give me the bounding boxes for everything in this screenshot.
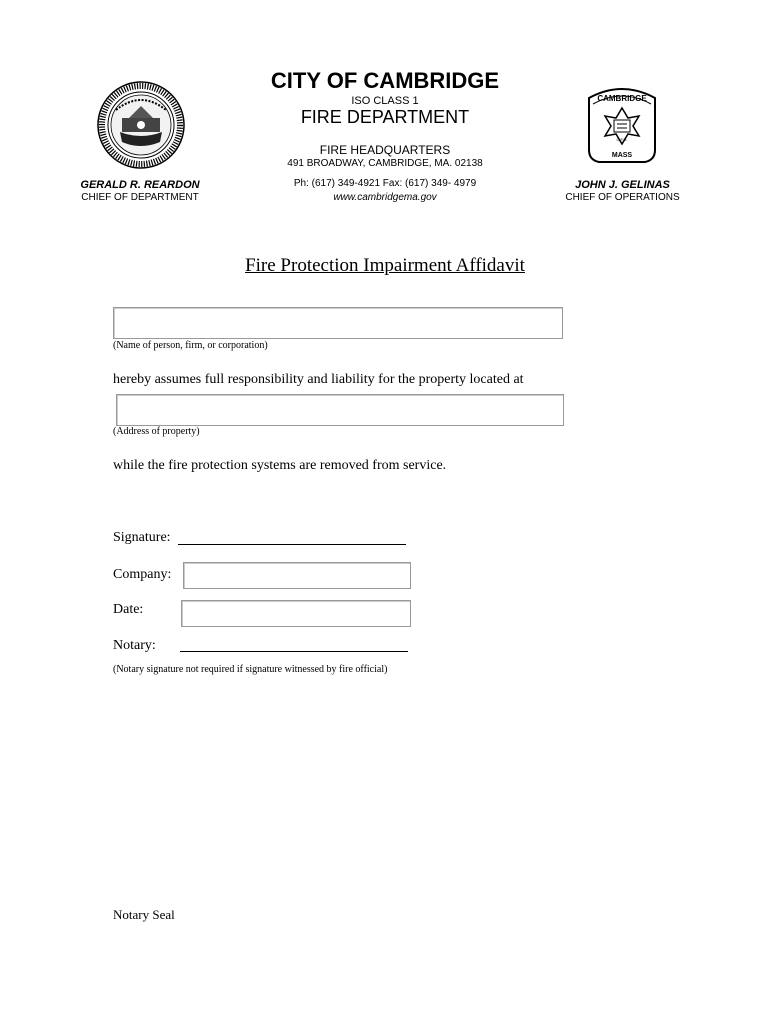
signature-label: Signature: [113,530,171,545]
notary-signature-line[interactable] [180,651,408,652]
name-caption: (Name of person, firm, or corporation) [113,340,268,351]
address-input[interactable] [116,394,564,426]
city-title: CITY OF CAMBRIDGE [270,68,500,93]
headquarters-website: www.cambridgema.gov [333,192,437,203]
badge-fd-text: C.F.D. [616,137,628,142]
headquarters-address: 491 BROADWAY, CAMBRIDGE, MA. 02138 [287,158,483,169]
city-seal-icon [96,80,186,170]
address-caption: (Address of property) [113,426,200,437]
chief-name: GERALD R. REARDON [80,179,200,191]
name-input[interactable] [113,307,563,339]
notary-seal-label: Notary Seal [113,907,175,922]
badge-top-text: CAMBRIDGE [597,94,647,103]
date-input[interactable] [181,600,411,627]
notary-caption: (Notary signature not required if signature witnessed by fire official) [113,664,388,675]
notary-label: Notary: [113,638,156,653]
company-input[interactable] [183,562,411,589]
fire-department-badge-icon [583,84,661,166]
chief-title: CHIEF OF DEPARTMENT [81,192,199,203]
signature-line[interactable] [178,544,406,545]
operations-chief-title: CHIEF OF OPERATIONS [565,192,680,203]
badge-bottom-text: MASS [611,152,633,159]
headquarters-title: FIRE HEADQUARTERS [319,143,451,157]
iso-class: ISO CLASS 1 [351,95,419,107]
headquarters-phone: Ph: (617) 349-4921 Fax: (617) 349- 4979 [293,178,477,189]
date-label: Date: [113,602,144,617]
responsibility-statement: hereby assumes full responsibility and liability for the property located at [113,372,524,387]
operations-chief-name: JOHN J. GELINAS [575,179,670,191]
removal-statement: while the fire protection systems are removed from service. [113,458,447,473]
form-title: Fire Protection Impairment Affidavit [245,255,525,276]
company-label: Company: [113,567,172,582]
department-title: FIRE DEPARTMENT [300,107,470,127]
